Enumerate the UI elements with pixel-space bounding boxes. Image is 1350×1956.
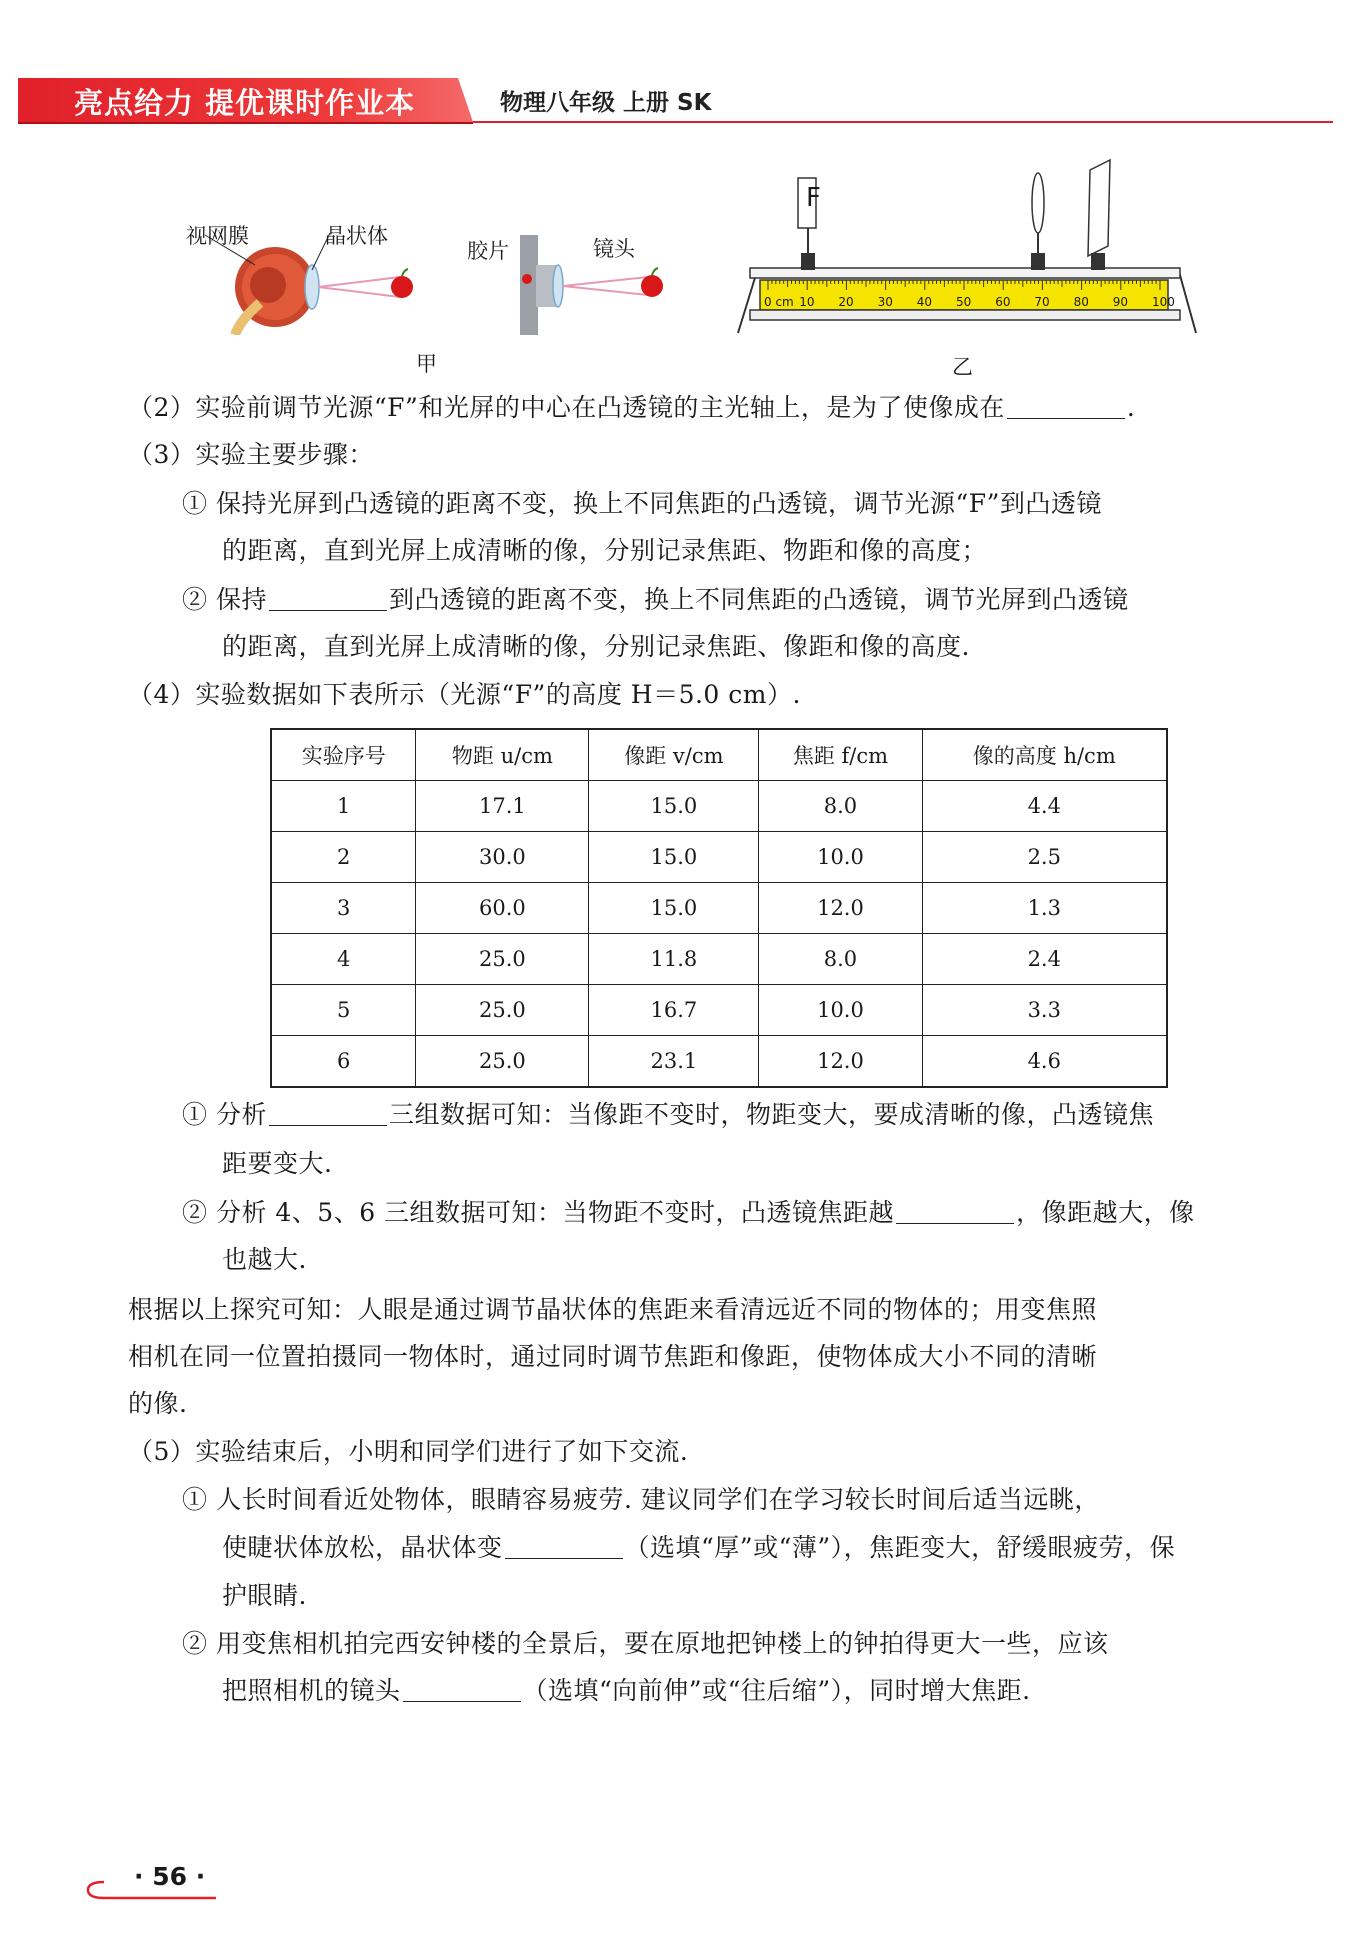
table-cell: 1.3	[922, 883, 1167, 934]
table-row	[271, 781, 1167, 832]
table-cell: 10.0	[759, 985, 922, 1036]
scale-label: 80	[1073, 295, 1089, 309]
table-header-cell: 像距 v/cm	[589, 729, 759, 781]
q5-item2-line1: ② 用变焦相机拍完西安钟楼的全景后，要在原地把钟楼上的钟拍得更大一些，应该	[182, 1629, 1109, 1658]
table-cell: 17.1	[416, 781, 589, 832]
q5-item1-prefix: 使睫状体放松，晶状体变	[222, 1533, 503, 1562]
conclusion-line3: 的像.	[128, 1389, 188, 1418]
table-cell: 16.7	[589, 985, 759, 1036]
scale-label: 90	[1112, 295, 1129, 309]
table-cell: 10.0	[759, 832, 922, 883]
subject-label: 物理八年级 上册 SK	[500, 90, 712, 116]
table-cell: 3.3	[922, 985, 1167, 1036]
q3-step2-line2: 的距离，直到光屏上成清晰的像，分别记录焦距、像距和像的高度.	[222, 632, 970, 661]
table-row	[271, 985, 1167, 1036]
scale-label: 20	[838, 295, 854, 309]
table-header-row	[271, 729, 1167, 781]
conclusion-line1: 根据以上探究可知：人眼是通过调节晶状体的焦距来看清远近不同的物体的；用变焦照	[128, 1295, 1098, 1324]
figure-jia	[180, 215, 680, 375]
q5-item2-prefix: 把照相机的镜头	[222, 1676, 401, 1705]
table-cell: 12.0	[759, 1036, 922, 1088]
table-header-cell: 焦距 f/cm	[759, 729, 922, 781]
optical-bench-illustration	[728, 158, 1208, 338]
series-title: 亮点给力 提优课时作业本	[74, 86, 416, 120]
table-cell: 8.0	[759, 934, 922, 985]
label-film: 胶片	[467, 239, 509, 263]
table-cell: 4.6	[922, 1036, 1167, 1088]
question-2-end: .	[1126, 393, 1136, 422]
q4-analysis1-prefix: ① 分析	[182, 1100, 267, 1129]
scale-label: 10	[799, 295, 815, 309]
figure-caption-jia: 甲	[416, 352, 437, 376]
table-cell: 15.0	[589, 883, 759, 934]
q3-step2-prefix: ② 保持	[182, 585, 267, 614]
q5-item1-line2	[222, 1524, 1175, 1572]
table-cell: 11.8	[589, 934, 759, 985]
answer-blank-q4-1[interactable]	[269, 1099, 387, 1126]
scale-label: 60	[995, 295, 1011, 309]
table-header-cell: 像的高度 h/cm	[922, 729, 1167, 781]
table-cell: 30.0	[416, 832, 589, 883]
table-cell: 15.0	[589, 832, 759, 883]
question-2-text: （2）实验前调节光源“F”和光屏的中心在凸透镜的主光轴上，是为了使像成在	[128, 393, 1005, 422]
answer-blank-q2[interactable]	[1007, 392, 1125, 419]
scale-label: 70	[1034, 295, 1050, 309]
table-cell: 6	[271, 1036, 416, 1088]
q5-item1-line3: 护眼睛.	[222, 1581, 307, 1610]
q4-analysis1-line2: 距要变大.	[222, 1149, 333, 1178]
source-letter-F: F	[806, 183, 821, 213]
table-cell: 25.0	[416, 985, 589, 1036]
label-crystalline-lens: 晶状体	[325, 224, 388, 248]
q4-analysis2-line2: 也越大.	[222, 1245, 307, 1274]
table-cell: 1	[271, 781, 416, 832]
question-3: （3）实验主要步骤：	[128, 440, 374, 469]
table-cell: 15.0	[589, 781, 759, 832]
q5-item2-suffix: （选填“向前伸”或“往后缩”），同时增大焦距.	[522, 1676, 1031, 1705]
answer-blank-q5-2[interactable]	[403, 1675, 521, 1702]
q3-step1-line1: ① 保持光屏到凸透镜的距离不变，换上不同焦距的凸透镜，调节光源“F”到凸透镜	[182, 489, 1102, 518]
scale-label: 0 cm	[764, 295, 794, 309]
table-row	[271, 1036, 1167, 1088]
table-cell: 25.0	[416, 1036, 589, 1088]
table-header-cell: 物距 u/cm	[416, 729, 589, 781]
scale-label: 100	[1152, 295, 1175, 309]
table-cell: 5	[271, 985, 416, 1036]
question-4: （4）实验数据如下表所示（光源“F”的高度 H＝5.0 cm）.	[128, 680, 801, 709]
table-row	[271, 832, 1167, 883]
table-cell: 4	[271, 934, 416, 985]
table-row	[271, 934, 1167, 985]
q5-item1-suffix: （选填“厚”或“薄”），焦距变大，舒缓眼疲劳，保	[624, 1533, 1176, 1562]
table-cell: 60.0	[416, 883, 589, 934]
table-cell: 25.0	[416, 934, 589, 985]
scale-label: 30	[877, 295, 893, 309]
table-cell: 2.4	[922, 934, 1167, 985]
figure-yi	[728, 158, 1208, 378]
table-row	[271, 883, 1167, 934]
figure-caption-yi: 乙	[952, 355, 973, 379]
q4-analysis1-line1	[182, 1091, 1154, 1139]
conclusion-line2: 相机在同一位置拍摄同一物体时，通过同时调节焦距和像距，使物体成大小不同的清晰	[128, 1342, 1098, 1371]
table-cell: 3	[271, 883, 416, 934]
table-cell: 8.0	[759, 781, 922, 832]
question-5: （5）实验结束后，小明和同学们进行了如下交流.	[128, 1437, 689, 1466]
answer-blank-q4-2[interactable]	[896, 1197, 1014, 1224]
table-cell: 2.5	[922, 832, 1167, 883]
q4-analysis1-suffix: 三组数据可知：当像距不变时，物距变大，要成清晰的像，凸透镜焦	[388, 1100, 1154, 1129]
table-cell: 12.0	[759, 883, 922, 934]
q4-analysis2-suffix: ，像距越大，像	[1016, 1198, 1195, 1227]
q4-analysis2-line1	[182, 1189, 1195, 1237]
page-number: · 56 ·	[134, 1862, 206, 1891]
q4-analysis2-prefix: ② 分析 4、5、6 三组数据可知：当物距不变时，凸透镜焦距越	[182, 1198, 895, 1227]
label-retina: 视网膜	[186, 224, 249, 248]
q5-item1-line1: ① 人长时间看近处物体，眼睛容易疲劳. 建议同学们在学习较长时间后适当远眺，	[182, 1485, 1100, 1514]
table-cell: 4.4	[922, 781, 1167, 832]
question-2	[128, 384, 1135, 432]
answer-blank-q3[interactable]	[269, 584, 387, 611]
table-cell: 23.1	[589, 1036, 759, 1088]
table-cell: 2	[271, 832, 416, 883]
q3-step1-line2: 的距离，直到光屏上成清晰的像，分别记录焦距、物距和像的高度；	[222, 536, 988, 565]
scale-label: 40	[916, 295, 933, 309]
q5-item2-line2	[222, 1667, 1031, 1715]
scale-label: 50	[956, 295, 972, 309]
table-header-cell: 实验序号	[271, 729, 416, 781]
answer-blank-q5-1[interactable]	[505, 1532, 623, 1559]
header-rule	[473, 121, 1333, 123]
experiment-data-table	[270, 728, 1168, 1088]
label-camera-lens: 镜头	[593, 237, 635, 261]
q3-step2-suffix: 到凸透镜的距离不变，换上不同焦距的凸透镜，调节光屏到凸透镜	[388, 585, 1129, 614]
q3-step2-line1	[182, 576, 1128, 624]
page-header	[18, 78, 1333, 124]
header-rule-dark	[18, 122, 473, 124]
